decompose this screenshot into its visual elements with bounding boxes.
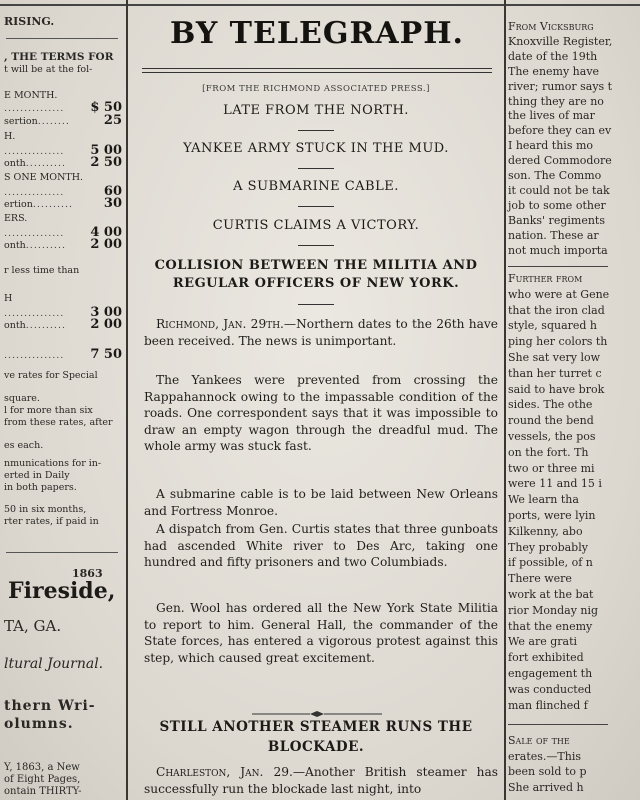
rate-dots: .......... [32, 199, 74, 210]
rate-dots: ............... [4, 308, 65, 319]
news-line: thing they are no [508, 94, 604, 108]
news-line: style, squared h [508, 319, 598, 333]
masthead-rule-2 [142, 72, 492, 73]
news-line: Kilkenny, abo [508, 524, 583, 538]
news-line: job to some other [508, 198, 606, 212]
ornament-rule [252, 711, 382, 717]
rate-label: S ONE MONTH. [4, 172, 84, 183]
rate-label: in both papers. [4, 482, 77, 493]
news-line: were 11 and 15 i [508, 477, 602, 491]
rate-price: 2 00 [90, 237, 122, 252]
masthead: BY TELEGRAPH. [169, 16, 464, 51]
rate-label: ertion [4, 199, 33, 210]
rate-dots: .......... [25, 240, 66, 251]
rate-label: ERS. [4, 213, 28, 224]
news-line: They probably [508, 540, 588, 554]
news-line: dered Commodore [508, 154, 612, 168]
rate-label: erted in Daily [4, 470, 70, 481]
dateline: Richmond, Jan. 29th. [156, 317, 284, 331]
headline-steamer-2: BLOCKADE. [267, 739, 365, 755]
headline-submarine-cable: A SUBMARINE CABLE. [233, 179, 399, 194]
rate-item [4, 393, 124, 404]
rate-dots: ........ [37, 116, 70, 127]
rate-price: 2 50 [90, 155, 122, 170]
news-line: before they can ev [508, 124, 612, 138]
article-paragraph-3: A submarine cable is to be laid between New Orleans and Fortress Monroe. [144, 487, 498, 518]
rate-price: $ 50 [90, 100, 122, 115]
bottom-line-3: ontain THIRTY- [4, 786, 82, 797]
rate-label: 50 in six months, [4, 504, 87, 515]
news-line: I heard this mo [508, 139, 594, 153]
news-line: son. The Commo [508, 169, 602, 182]
news-line: it could not be tak [508, 183, 610, 197]
headline-collision-2: REGULAR OFFICERS OF NEW YORK. [172, 276, 460, 291]
rate-dots: ............... [4, 228, 65, 239]
journal-title: ltural Journal. [4, 656, 104, 672]
news-line: than her turret c [508, 366, 602, 380]
news-line: engagement th [508, 667, 593, 680]
year: 1863 [72, 567, 103, 580]
bottom-line-1: Y, 1863, a New [4, 762, 80, 773]
rate-label: from these rates, after [4, 417, 113, 428]
rate-label: r less time than [4, 265, 80, 276]
left-column-advertising [0, 0, 124, 800]
news-line: erates.—This [508, 749, 581, 763]
news-line: who were at Gene [508, 287, 610, 301]
fireside-title: Fireside, [8, 578, 116, 604]
rate-dots: ............... [4, 146, 65, 157]
rate-item [4, 405, 124, 416]
headline-rule [298, 304, 334, 305]
left-header: RISING. [4, 15, 55, 28]
headline-curtis-victory: CURTIS CLAIMS A VICTORY. [212, 218, 420, 233]
news-line: nation. These ar [508, 228, 599, 242]
news-line: if possible, of n [508, 556, 593, 570]
news-line: Sale of the [508, 734, 570, 747]
rate-item [4, 440, 124, 451]
rate-price: 2 00 [90, 317, 122, 332]
terms-subtitle: t will be at the fol- [4, 64, 93, 75]
rate-label: rter rates, if paid in [4, 516, 99, 527]
article-paragraph-1 [144, 316, 498, 349]
news-line: been sold to p [508, 765, 587, 778]
news-line: Knoxville Register, [508, 34, 613, 48]
rate-price: 3 00 [90, 305, 122, 320]
headline-army-stuck: YANKEE ARMY STUCK IN THE MUD. [183, 141, 449, 156]
news-line: river; rumor says t [508, 79, 613, 93]
news-line: rior Monday nig [508, 603, 599, 617]
masthead-rule [142, 68, 492, 69]
rate-item [4, 458, 124, 469]
rate-item [4, 470, 124, 481]
headline-rule [298, 206, 334, 207]
headline-rule [298, 245, 334, 246]
headline-rule [298, 168, 334, 169]
rate-label: H. [4, 131, 16, 142]
news-line: Further from [508, 272, 583, 285]
rate-price: 25 [103, 113, 122, 128]
paragraph-text: —Another British steamer has successfully run the blockade last night, into [144, 765, 498, 796]
news-line: not much importa [508, 243, 608, 257]
rate-item [4, 265, 124, 276]
rate-label: nmunications for in- [4, 458, 102, 469]
rate-dots: ............... [4, 350, 65, 361]
news-line: work at the bat [508, 588, 594, 601]
rate-item [4, 516, 124, 527]
rate-label: H [4, 293, 13, 304]
source-line: [FROM THE RICHMOND ASSOCIATED PRESS.] [202, 84, 430, 94]
headline-rule [298, 130, 334, 131]
main-column-telegraph [132, 0, 500, 800]
rate-item [4, 293, 124, 304]
rate-item [4, 417, 124, 428]
headline-late-from-north: LATE FROM THE NORTH. [223, 103, 409, 118]
news-line: Banks' regiments [508, 213, 605, 227]
rate-label: onth [4, 320, 26, 331]
rate-item [4, 370, 124, 381]
dateline: Charleston, Jan. 29. [156, 765, 293, 779]
rate-item [4, 213, 124, 224]
columns-line: olumns. [4, 716, 74, 732]
news-line: ports, were lyin [508, 509, 596, 522]
news-line: sides. The othe [508, 398, 593, 412]
news-line: vessels, the pos [508, 430, 596, 443]
right-column-news [478, 0, 640, 800]
writers-line: thern Wri- [4, 698, 96, 714]
paragraph-text: —Northern dates to the 26th have been received. The news is unimportant. [144, 317, 498, 348]
news-line: We are grati [508, 635, 578, 649]
news-line: The enemy have [508, 64, 600, 78]
article-paragraph-6 [144, 764, 498, 797]
news-line: two or three mi [508, 461, 595, 475]
rate-label: es each. [4, 440, 44, 451]
news-line: She arrived h [508, 780, 584, 794]
city: TA, GA. [4, 617, 62, 635]
headline-collision-1: COLLISION BETWEEN THE MILITIA AND [154, 258, 478, 273]
news-line: There were [508, 572, 572, 586]
rate-dots: ............... [4, 103, 65, 114]
rate-price: 7 50 [90, 347, 122, 362]
rate-item [4, 131, 124, 142]
news-line: that the iron clad [508, 303, 605, 317]
rate-label: onth [4, 158, 26, 169]
rate-item [4, 482, 124, 493]
news-line: ping her colors th [508, 335, 608, 349]
rate-price: 5 00 [90, 143, 122, 158]
rate-price: 60 [103, 184, 122, 199]
rate-item [4, 172, 124, 183]
left-rule-2 [6, 552, 118, 553]
news-line: From Vicksburg [508, 20, 594, 33]
news-line: She sat very low [508, 351, 600, 364]
rate-label: sertion [4, 116, 38, 127]
article-paragraph-5: Gen. Wool has ordered all the New York State Militia to report to him. General Hall, the commander of the State forces, has entered a vigorous protest against this step, which caused great excitement. [144, 601, 498, 665]
headline-steamer-1: STILL ANOTHER STEAMER RUNS THE [159, 719, 473, 735]
rate-dots: .......... [25, 320, 66, 331]
rate-price: 4 00 [90, 225, 122, 240]
rate-label: square. [4, 393, 40, 404]
column-rule-left [126, 0, 128, 800]
rate-dots: ............... [4, 187, 65, 198]
rate-label: E MONTH. [4, 90, 58, 101]
article-paragraph-4: A dispatch from Gen. Curtis states that three gunboats had ascended White river to Des Arc, taking one hundred and fifty prisoners and two Columbiads. [144, 522, 498, 570]
news-line: was conducted [508, 682, 592, 696]
rate-price: 30 [103, 196, 122, 211]
rate-item [4, 504, 124, 515]
news-line: said to have brok [508, 382, 605, 396]
article-paragraph-2: The Yankees were prevented from crossing the Rappahannock owing to the impassable condition of the roads. One correspondent says that it was impossible to draw an empty wagon through the dreadful mud. The whole army was stuck fast. [144, 373, 498, 454]
news-line: man flinched f [508, 698, 588, 712]
right-rule-2 [508, 724, 608, 725]
bottom-line-2: of Eight Pages, [4, 774, 81, 785]
rate-label: l for more than six [4, 405, 93, 416]
rate-label: ve rates for Special [4, 370, 98, 381]
news-line: the lives of mar [508, 109, 595, 123]
news-line: round the bend [508, 414, 594, 428]
right-rule [508, 266, 608, 267]
rate-label: onth [4, 240, 26, 251]
news-line: date of the 19th [508, 49, 598, 63]
terms-title: , THE TERMS FOR [4, 51, 114, 63]
left-rule [6, 38, 118, 39]
news-line: on the fort. Th [508, 445, 589, 459]
news-line: that the enemy [508, 619, 593, 633]
news-line: We learn tha [508, 493, 579, 507]
news-line: fort exhibited [508, 651, 584, 665]
rate-dots: .......... [25, 158, 66, 169]
